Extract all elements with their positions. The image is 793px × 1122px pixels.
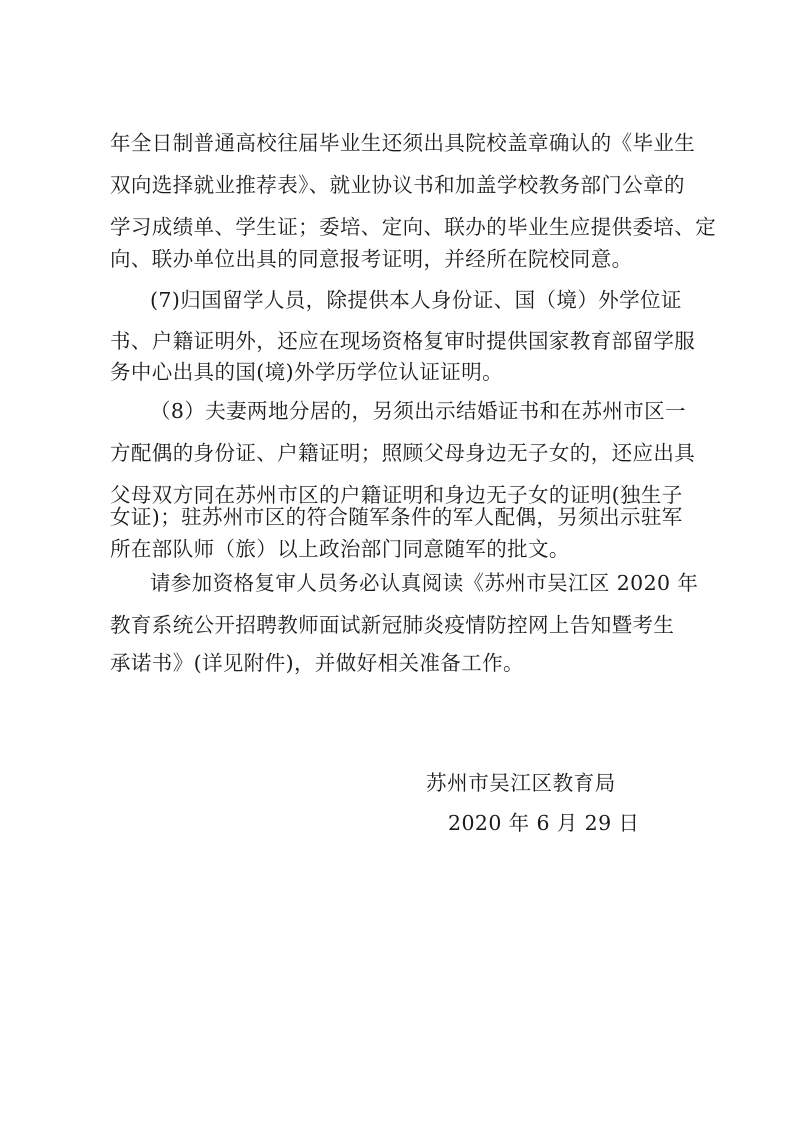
body-text-line: 学习成绩单、学生证；委培、定向、联办的毕业生应提供委培、定	[110, 215, 717, 239]
body-text-line: 向、联办单位出具的同意报考证明，并经所在院校同意。	[110, 247, 633, 271]
body-text-line: 教育系统公开招聘教师面试新冠肺炎疫情防控网上告知暨考生	[110, 613, 675, 637]
paragraph-7-first-line: (7)归国留学人员，除提供本人身份证、国（境）外学位证	[150, 288, 682, 312]
notice-paragraph-first-line: 请参加资格复审人员务必认真阅读《苏州市吴江区 2020 年	[150, 571, 699, 595]
body-text-line: 书、户籍证明外，还应在现场资格复审时提供国家教育部留学服	[110, 329, 696, 353]
body-text-line: 双向选择就业推荐表》、就业协议书和加盖学校教务部门公章的	[110, 173, 685, 197]
body-text-line: 方配偶的身份证、户籍证明；照顾父母身边无子女的，还应出具	[110, 441, 696, 465]
signature-date: 2020 年 6 月 29 日	[448, 811, 640, 835]
body-text-line: 所在部队师（旅）以上政治部门同意随军的批文。	[110, 537, 570, 561]
paragraph-8-first-line: （8）夫妻两地分居的，另须出示结婚证书和在苏州市区一	[150, 399, 686, 423]
body-text-line: 承诺书》(详见附件)，并做好相关准备工作。	[110, 651, 524, 675]
body-text-line: 务中心出具的国(境)外学历学位认证证明。	[110, 360, 503, 384]
body-text-line: 女证)；驻苏州市区的符合随军条件的军人配偶，另须出示驻军	[110, 505, 683, 529]
signature-organization: 苏州市吴江区教育局	[426, 771, 616, 795]
body-text-line: 父母双方同在苏州市区的户籍证明和身边无子女的证明(独生子	[110, 483, 683, 507]
body-text-line: 年全日制普通高校往届毕业生还须出具院校盖章确认的《毕业生	[110, 131, 696, 155]
